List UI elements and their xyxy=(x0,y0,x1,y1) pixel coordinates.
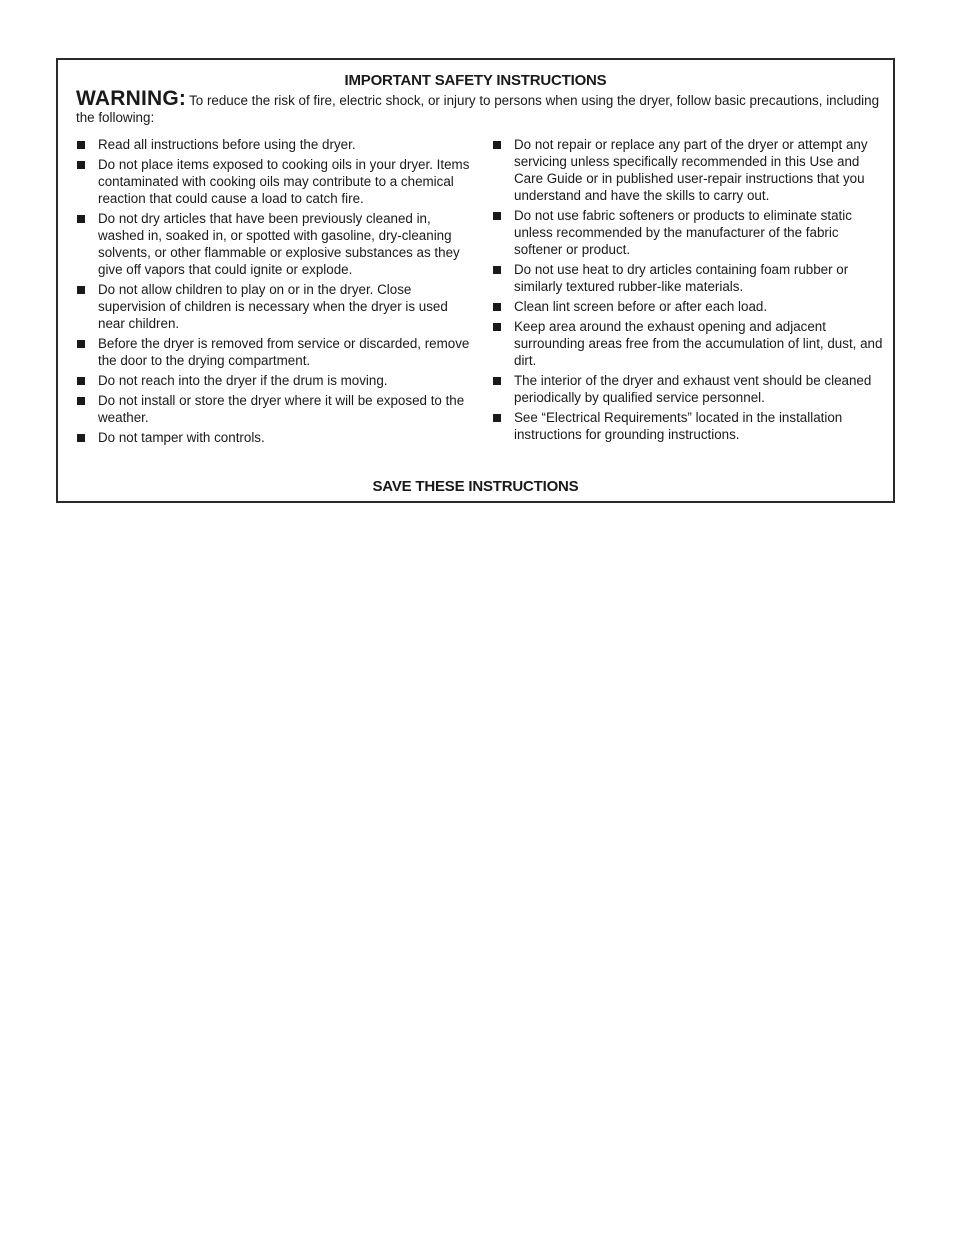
list-item xyxy=(76,156,476,207)
list-item-text: Read all instructions before using the dryer. xyxy=(98,137,356,152)
list-item-text: See “Electrical Requirements” located in the installation instructions for grounding instructions. xyxy=(514,410,843,442)
list-item-text: Do not repair or replace any part of the dryer or attempt any servicing unless specifically recommended in this Use and Care Guide or in published user-repair instructions that you understand and have the skills to carry out. xyxy=(514,137,868,203)
square-bullet-icon xyxy=(493,377,501,385)
list-item xyxy=(76,372,476,389)
list-item-text: Do not install or store the dryer where it will be exposed to the weather. xyxy=(98,393,465,425)
list-item xyxy=(76,392,476,426)
list-item xyxy=(76,210,476,278)
warning-statement xyxy=(76,87,886,126)
square-bullet-icon xyxy=(493,212,501,220)
square-bullet-icon xyxy=(77,215,85,223)
square-bullet-icon xyxy=(77,141,85,149)
list-item xyxy=(492,207,890,258)
list-item-text: Before the dryer is removed from service or discarded, remove the door to the drying compartment. xyxy=(98,336,470,368)
list-item xyxy=(76,281,476,332)
square-bullet-icon xyxy=(77,286,85,294)
square-bullet-icon xyxy=(77,340,85,348)
save-instructions-footer: SAVE THESE INSTRUCTIONS xyxy=(372,478,579,495)
right-instruction-list xyxy=(492,136,890,446)
square-bullet-icon xyxy=(493,303,501,311)
square-bullet-icon xyxy=(493,141,501,149)
warning-label: WARNING: xyxy=(76,87,187,110)
list-item xyxy=(492,136,890,204)
square-bullet-icon xyxy=(77,161,85,169)
list-item-text: Do not dry articles that have been previously cleaned in, washed in, soaked in, or spotted with gasoline, dry-cleaning solvents, or other flammable or explosive substances as they give off vapors that could ignite or explode. xyxy=(98,211,460,277)
square-bullet-icon xyxy=(77,434,85,442)
square-bullet-icon xyxy=(77,397,85,405)
list-item xyxy=(76,335,476,369)
list-item xyxy=(76,136,476,153)
list-item xyxy=(492,261,890,295)
square-bullet-icon xyxy=(493,414,501,422)
list-item-text: Do not tamper with controls. xyxy=(98,430,265,445)
list-item-text: Do not use fabric softeners or products to eliminate static unless recommended by the manufacturer of the fabric softener or product. xyxy=(514,208,852,257)
list-item xyxy=(492,372,890,406)
list-item xyxy=(492,298,890,315)
list-item-text: Do not use heat to dry articles containing foam rubber or similarly textured rubber-like materials. xyxy=(514,262,849,294)
list-item xyxy=(492,409,890,443)
list-item-text: Clean lint screen before or after each load. xyxy=(514,299,768,314)
list-item-text: The interior of the dryer and exhaust vent should be cleaned periodically by qualified service personnel. xyxy=(514,373,872,405)
square-bullet-icon xyxy=(493,266,501,274)
list-item-text: Do not reach into the dryer if the drum is moving. xyxy=(98,373,388,388)
square-bullet-icon xyxy=(77,377,85,385)
square-bullet-icon xyxy=(493,323,501,331)
safety-title: IMPORTANT SAFETY INSTRUCTIONS xyxy=(344,72,607,89)
list-item-text: Do not allow children to play on or in the dryer. Close supervision of children is necessary when the dryer is used near children. xyxy=(98,282,448,331)
list-item xyxy=(76,429,476,446)
list-item xyxy=(492,318,890,369)
safety-instructions-box xyxy=(56,58,895,503)
list-item-text: Do not place items exposed to cooking oils in your dryer. Items contaminated with cooking oils may contribute to a chemical reaction that could cause a load to catch fire. xyxy=(98,157,470,206)
warning-text: To reduce the risk of fire, electric shock, or injury to persons when using the dryer, follow basic precautions, including the following: xyxy=(76,93,880,125)
list-item-text: Keep area around the exhaust opening and adjacent surrounding areas free from the accumulation of lint, dust, and dirt. xyxy=(514,319,883,368)
left-instruction-list xyxy=(76,136,476,449)
